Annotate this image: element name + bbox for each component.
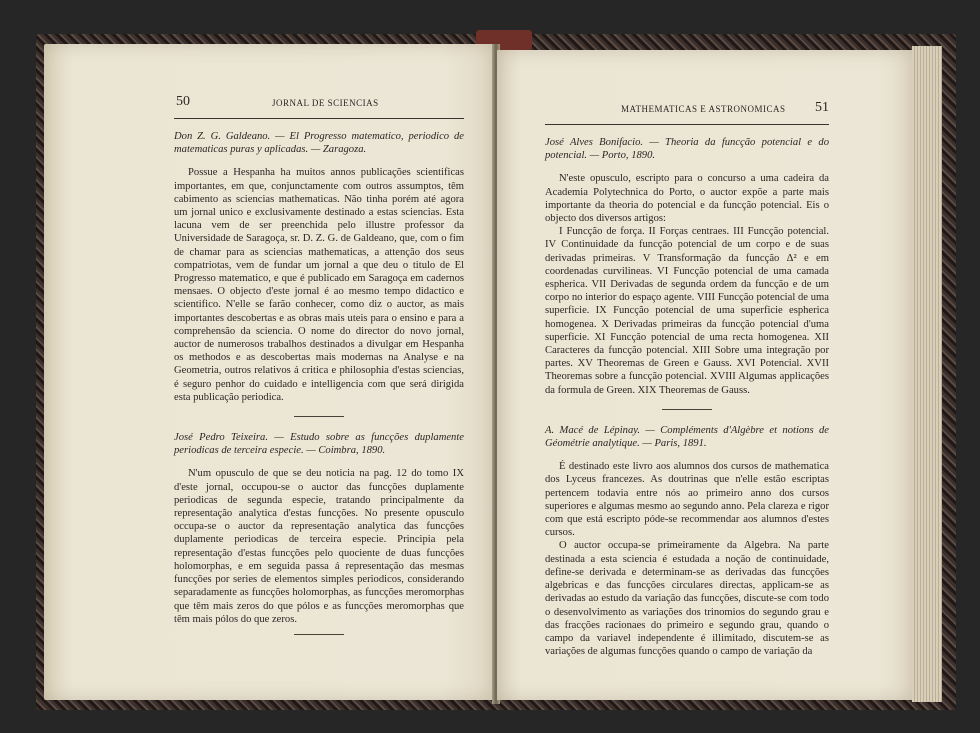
- review-body-lepinay-1: É destinado este livro aos alumnos dos cursos de mathematica dos Lyceus francezes. As doutrinas que n'elle estão escriptas pertencem todavia entre nós ao primeiro anno dos cursos superiores e algumas mesmo ao segundo anno. Pela clareza e rigor com que está escripto póde-se recommendar aos alumnos d'estes cursos.: [545, 461, 829, 539]
- section-separator: [294, 634, 344, 635]
- right-running-head: MATHEMATICAS E ASTRONOMICAS: [621, 104, 786, 114]
- right-header-rule: [545, 124, 829, 125]
- left-header-rule: [174, 118, 464, 119]
- section-separator: [662, 409, 712, 410]
- review-body-teixeira: N'um opusculo de que se deu noticia na pag. 12 do tomo IX d'este jornal, occupou-se o auctor das funcções duplamente periodicas de segunda especie, tratando principalmente da representação analytica d'estas funcções. No presente opusculo occupa-se o auctor da representação analytica das funcções duplamente periodicas de terceira especie. Principia pela representação d'estas funcções pelo quociente de duas funcções holomorphas, e em seguida passa á representação das mesmas funcções por series de elementos simples periodicos, considerando separadamente as funcções holomorphas, as funcções meromorphas que têm mais zeros do que pólos e as funcções meromorphas que têm mais pólos do que zeros.: [174, 468, 464, 625]
- left-running-head: JORNAL DE SCIENCIAS: [272, 98, 379, 108]
- review-heading-galdeano: Don Z. G. Galdeano. — El Progresso matematico, periodico de matematicas puras y aplicadas. — Zaragoza.: [174, 131, 464, 156]
- review-heading-lepinay: A. Macé de Lépinay. — Compléments d'Algèbre et notions de Géométrie analytique. — Paris, 1891.: [545, 424, 829, 450]
- left-page-number: 50: [176, 94, 190, 109]
- right-page-content: [545, 136, 829, 658]
- left-page-content: [174, 130, 464, 635]
- review-heading-teixeira: José Pedro Teixeira. — Estudo sobre as funcções duplamente periodicas de terceira especie. — Coimbra, 1890.: [174, 432, 464, 457]
- review-heading-bonifacio: José Alves Bonifacio. — Theoria da funcção potencial e do potencial. — Porto, 1890.: [545, 137, 829, 162]
- review-body-lepinay-2: O auctor occupa-se primeiramente da Algebra. Na parte destinada a esta sciencia é estudada a noção de continuidade, define-se derivada e determinam-se as derivadas das funcções algebricas e das funcções circulares directas, applicam-se as derivadas ao estudo da variação das funcções, discute-se com todo o desenvolvimento as variações dos trinomios do segundo grau e das fracções racionaes do primeiro e segundo grau, quando o campo da variavel independente é illimitado, discutem-se as variações de algumas funcções quando o campo de variação da: [545, 540, 829, 658]
- review-body-galdeano: Possue a Hespanha ha muitos annos publicações scientificas importantes, em que, conjunctamente com outros assumptos, têm cabimento as sciencias mathematicas. Não tinha porém até agora um jornal unico e exclusivamente destinado a estas sciencias. Esta lacuna vem de ser preenchida pelo illustre professor da Universidade de Saragoça, sr. D. Z. G. de Galdeano, que, com o fim de chamar para as sciencias mathematicas, a attenção dos seus compatriotas, vem de fundar um jornal a que deu o titulo de El Progresso matematico, e que é publicado em Saragoça em cadernos mensaes. O objecto d'este jornal é ao mesmo tempo didactico e scientifico. N'elle se farão conhecer, como diz o auctor, as mais importantes descobertas e as obras mais uteis para o ensino e para a comprehensão da sciencia. O nome do director do novo jornal, auctor de numerosos trabalhos destinados a divulgar em Hespanha os methodos e as descobertas mais modernas na Analyse e na Geometria, outros relativos á critica e philosophia d'estas sciencias, é seguro penhor do cuidado e intelligencia com que será dirigida esta publicação periodica.: [174, 167, 464, 403]
- left-page: [44, 44, 494, 700]
- review-body-bonifacio: N'este opusculo, escripto para o concurso a uma cadeira da Academia Polytechnica do Porto, o auctor expõe a parte mais importante da theoria do potencial e da funcção potencial. Eis o objecto dos diversos artigos:: [545, 173, 829, 225]
- section-separator: [294, 416, 344, 417]
- review-list-bonifacio: I Funcção de força. II Forças centraes. III Funcção potencial. IV Continuidade da funcção potencial de um corpo e de suas derivadas primeiras. V Transformação da funcção Δ² e em coordenadas curvilineas. VI Funcção potencial de uma camada espherica. VII Derivadas de segunda ordem da funcção e de um corpo no interior do espaço agente. VIII Funcção potencial de uma superficie. IX Funcção potencial de uma superficie espherica homogenea. X Derivadas primeiras da funcção potencial d'uma superficie. XI Funcção potencial de uma recta homogenea. XII Caracteres da funcção potencial. XIII Sobre uma integração por partes. XV Theoremas de Green e Gauss. XVI Potencial. XVII Theoremas sobre a funcção potencial. XVIII Algumas applicações da formula de Green. XIX Theoremas de Gauss.: [545, 226, 829, 396]
- right-page-number: 51: [815, 100, 829, 115]
- page-edge-stack: [912, 46, 942, 702]
- right-page: [497, 50, 912, 700]
